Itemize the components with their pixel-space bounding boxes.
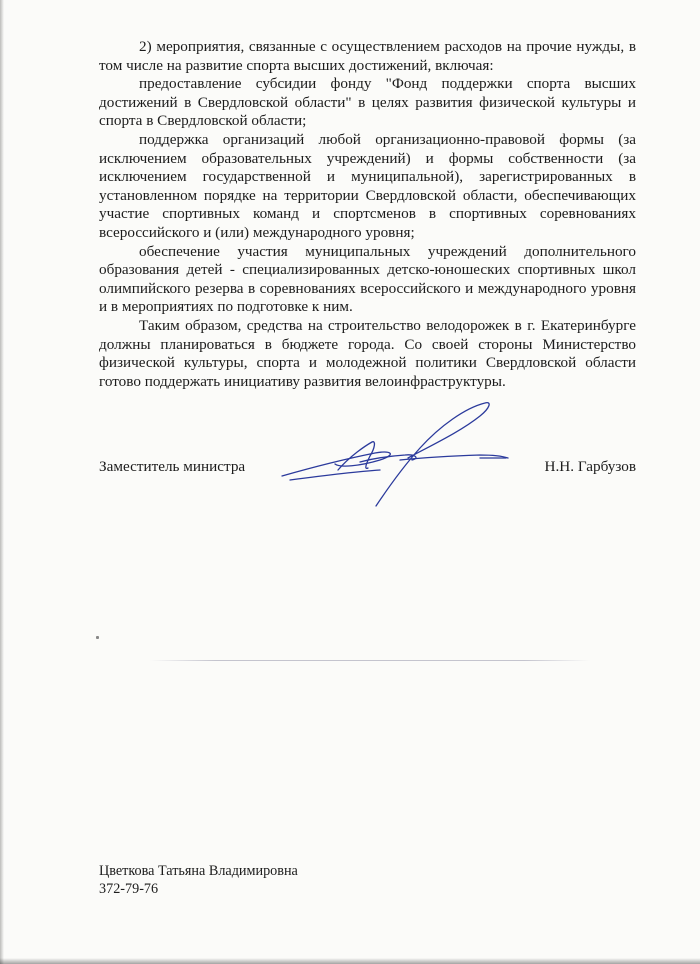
scan-bottom-shadow (0, 958, 700, 964)
handwritten-signature (280, 398, 510, 513)
scan-speck (96, 636, 99, 639)
signer-name: Н.Н. Гарбузов (544, 458, 636, 475)
paragraph-subsidy: предоставление субсидии фонду "Фонд поддержки спорта высших достижений в Свердловской области" в целях развития физической культуры и спорта в Свердловской области; (99, 75, 636, 130)
executor-footer (99, 862, 298, 898)
executor-phone: 372-79-76 (99, 881, 159, 897)
paragraph-conclusion: Таким образом, средства на строительство велодорожек в г. Екатеринбурге должны планироваться в бюджете города. Со своей стороны Министерство физической культуры, спорта и молодежной политики Свердловской области готово поддержать инициативу развития велоинфраструктуры. (99, 316, 636, 390)
letter-body (99, 38, 636, 391)
paragraph-measures: 2) мероприятия, связанные с осуществлением расходов на прочие нужды, в том числе на развитие спорта высших достижений, включая: (99, 38, 636, 74)
scan-edge-shadow (0, 0, 4, 964)
signer-title: Заместитель министра (99, 458, 246, 475)
scan-fold-line (150, 660, 590, 661)
paragraph-organizations: поддержка организаций любой организационно-правовой формы (за исключением образовательных учреждений) и формы собственности (за исключением государственной и муниципальной), зарегистрированных в установленном порядке на территории Свердловской области, обеспечивающих участие спортивных команд и спортсменов в спортивных соревнованиях всероссийского и (или) международного уровня; (99, 130, 636, 241)
executor-name: Цветкова Татьяна Владимировна (99, 863, 298, 879)
paragraph-schools: обеспечение участия муниципальных учреждений дополнительного образования детей - специализированных детско-юношеских спортивных школ олимпийского резерва в соревнованиях всероссийского и международного уровня и в мероприятиях по подготовке к ним. (99, 242, 636, 316)
